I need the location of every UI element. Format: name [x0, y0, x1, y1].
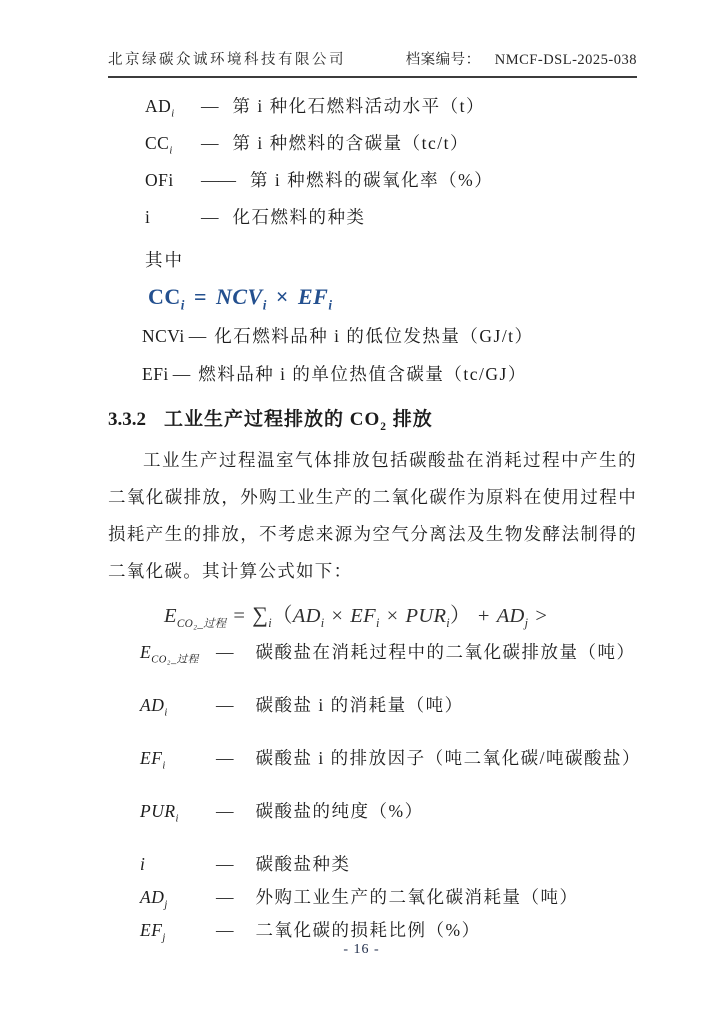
symbol-i [140, 854, 216, 874]
symbol-sub: i [162, 760, 166, 772]
open-paren: （ [271, 605, 293, 627]
plus-sign: + [477, 605, 490, 627]
symbol-cci [145, 133, 201, 157]
symbol-ofi [145, 170, 201, 190]
formula-term-ef: EF [350, 605, 376, 627]
definition-dash: — [216, 920, 234, 940]
page-number: - 16 - [343, 942, 380, 957]
symbol-efi: EFi [142, 364, 169, 384]
formula-term-pur: PUR [405, 605, 447, 627]
definition-text: 化石燃料的种类 [232, 207, 366, 227]
symbol-adi [140, 695, 216, 719]
definition-text: 碳酸盐的纯度（%） [255, 801, 424, 821]
section-title-subscript: 2 [380, 420, 387, 433]
archive-number-group [406, 48, 637, 69]
definition-row-e-process [140, 642, 637, 666]
section-title-tail: 排放 [386, 409, 433, 430]
symbol-sub: j [164, 899, 168, 911]
symbol-sub: i [175, 813, 179, 825]
definition-dash: — [201, 96, 219, 116]
definition-row-ofi [145, 170, 637, 190]
formula-term-adj: AD [496, 605, 525, 627]
definition-dash: — [216, 748, 234, 768]
definition-row-cci [145, 133, 637, 157]
definition-row-adj [140, 887, 637, 911]
symbol-base: PUR [140, 801, 176, 821]
definition-row-puri [140, 801, 637, 825]
definition-text: 碳酸盐在消耗过程中的二氧化碳排放量（吨） [255, 642, 636, 662]
definition-dash: — [216, 854, 234, 874]
multiply-sign: × [386, 605, 399, 627]
symbol-adj [140, 887, 216, 911]
symbol-base: i [140, 854, 146, 874]
definition-text: 化石燃料品种 i 的低位发热量（GJ/t） [214, 326, 534, 346]
archive-code: NMCF-DSL-2025-038 [494, 52, 637, 68]
formula-sub: i [180, 297, 185, 313]
definition-row-efi [140, 748, 641, 772]
formula-term-cc: CC [148, 284, 181, 309]
symbol-base: AD [140, 887, 165, 907]
close-paren: ） [450, 605, 471, 627]
page-header [108, 48, 637, 78]
definition-text: 碳酸盐 i 的排放因子（吨二氧化碳/吨碳酸盐） [255, 748, 641, 768]
definition-dash: — [216, 695, 234, 715]
symbol-base: E [140, 642, 152, 662]
symbol-sub: j [162, 932, 166, 944]
definition-row-adi [145, 96, 637, 120]
process-definitions [140, 642, 641, 944]
body-paragraph: 工业生产过程温室气体排放包括碳酸盐在消耗过程中产生的二氧化碳排放，外购工业生产的二氧化碳作为原料在使用过程中损耗产生的排放，不考虑来源为空气分离法及生物发酵法制得的二氧化碳。其计算公式如下： [108, 450, 637, 581]
definition-row-i [140, 854, 637, 874]
fossil-fuel-definitions [145, 96, 637, 227]
definition-text: 碳酸盐种类 [255, 854, 351, 874]
symbol-efi [140, 748, 216, 772]
formula-sub: i [446, 616, 450, 631]
definition-row-efi [142, 364, 637, 384]
definition-text: 二氧化碳的损耗比例（%） [255, 920, 481, 940]
definition-dash: — [201, 133, 219, 153]
symbol-base: AD [145, 96, 172, 116]
definition-row-i [145, 207, 637, 227]
formula-sub: i [320, 616, 325, 631]
formula-sub-co2-process: CO₂_过程 [176, 618, 227, 631]
greater-than-sign: > [535, 605, 548, 627]
multiply-sign: × [331, 605, 344, 627]
formula-cc-ncv-ef [148, 284, 637, 313]
symbol-puri [140, 801, 216, 825]
symbol-ncvi: NCVi [142, 326, 185, 346]
definition-dash: — [216, 887, 234, 907]
definition-row-efj [140, 920, 637, 944]
section-title: 工业生产过程排放的 CO [164, 409, 381, 430]
multiply-sign: × [275, 284, 289, 309]
symbol-i [145, 207, 201, 227]
section-number: 3.3.2 [108, 409, 146, 430]
definition-text: 燃料品种 i 的单位热值含碳量（tc/GJ） [198, 364, 527, 384]
definition-dash: — [172, 364, 191, 384]
definition-text: 外购工业生产的二氧化碳消耗量（吨） [255, 887, 579, 907]
company-name: 北京绿碳众诚环境科技有限公司 [108, 52, 346, 68]
definition-text: 碳酸盐 i 的消耗量（吨） [255, 695, 464, 715]
formula-sub: i [328, 297, 333, 313]
sigma-symbol: ∑ [252, 602, 269, 627]
equals-sign: = [233, 605, 246, 627]
formula-term-e: E [164, 605, 177, 627]
symbol-base: AD [140, 695, 165, 715]
definition-text: 第 i 种燃料的碳氧化率（%） [250, 170, 494, 190]
sigma-sub: i [268, 616, 272, 631]
archive-label: 档案编号： [405, 52, 481, 68]
symbol-sub: i [169, 145, 173, 157]
definition-row-ncvi [142, 326, 637, 346]
symbol-sub: i [171, 108, 175, 120]
symbol-sub: i [164, 707, 168, 719]
definition-row-adi [140, 695, 637, 719]
formula-term-ad: AD [292, 605, 321, 627]
symbol-base: CC [145, 133, 170, 153]
definition-dash: — [188, 326, 207, 346]
definition-dash: — [216, 642, 234, 662]
formula-term-ncv: NCV [216, 284, 263, 309]
definition-dash: —— [201, 170, 236, 190]
section-heading [108, 404, 637, 431]
definition-dash: — [201, 207, 219, 227]
wherein-label: 其中 [145, 250, 184, 270]
symbol-efj [140, 920, 216, 944]
formula-sub: i [262, 297, 267, 313]
symbol-e-process [140, 642, 216, 666]
symbol-base: OFi [145, 170, 174, 190]
definition-text: 第 i 种化石燃料活动水平（t） [232, 96, 485, 116]
symbol-sub: CO₂_过程 [151, 654, 199, 666]
symbol-base: EF [140, 920, 163, 940]
symbol-adi [145, 96, 201, 120]
symbol-base: i [145, 207, 151, 227]
definition-dash: — [216, 801, 234, 821]
formula-e-process [164, 598, 637, 631]
definition-text: 第 i 种燃料的含碳量（tc/t） [232, 133, 469, 153]
formula-term-ef: EF [297, 284, 329, 309]
formula-sub: j [524, 616, 529, 631]
formula-sub: i [375, 616, 380, 631]
symbol-base: EF [140, 748, 163, 768]
equals-sign: = [193, 284, 207, 309]
